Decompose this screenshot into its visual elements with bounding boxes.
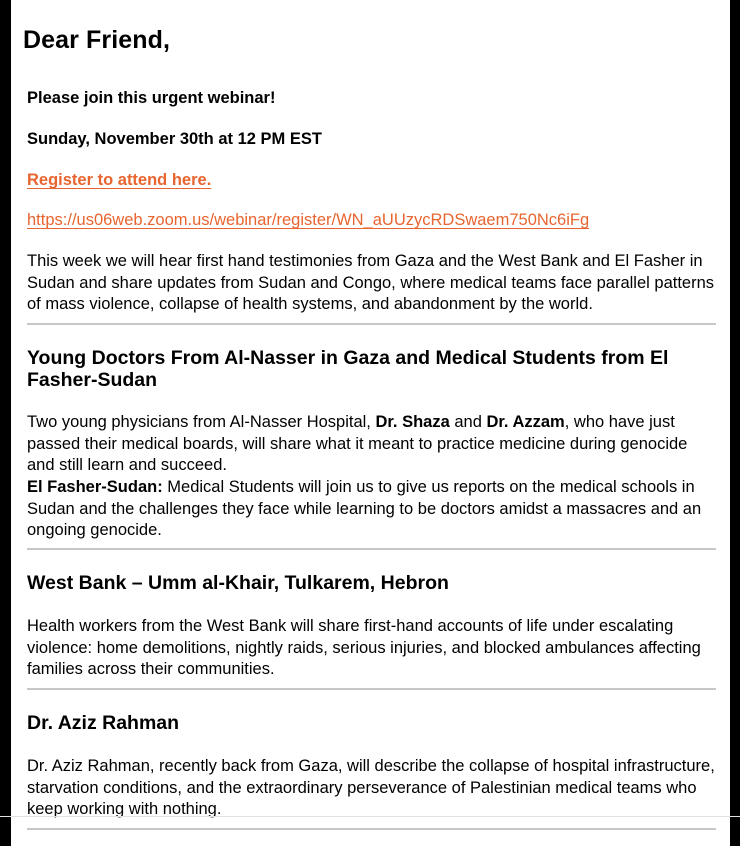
divider	[27, 323, 716, 325]
section-heading-west-bank: West Bank – Umm al-Khair, Tulkarem, Hebron	[27, 572, 449, 594]
el-fasher-label: El Fasher-Sudan:	[27, 478, 163, 496]
divider	[27, 548, 716, 550]
event-date: Sunday, November 30th at 12 PM EST	[27, 130, 322, 148]
section-heading-aziz-rahman: Dr. Aziz Rahman	[27, 712, 180, 734]
name-dr-azzam: Dr. Azzam	[486, 413, 565, 431]
invite-text: Please join this urgent webinar!	[27, 89, 276, 107]
greeting: Dear Friend,	[23, 26, 171, 54]
text-span: , who have just passed their medical boards, will share what it meant to practice medicine during genocide and still learn and succeed.	[27, 413, 688, 475]
section-paragraph-aziz-rahman: Dr. Aziz Rahman, recently back from Gaza, will describe the collapse of hospital infrastructure, starvation conditions, and the extraordinary perseverance of Palestinian medical teams who keep working with nothing.	[27, 757, 715, 819]
viewport-edge-line	[0, 816, 740, 817]
text-span: Medical Students will join us to give us reports on the medical schools in Sudan and the challenges they face while learning to be doctors amidst a massacres and an ongoing genocide.	[27, 478, 702, 540]
zoom-url-link[interactable]: https://us06web.zoom.us/webinar/register/WN_aUUzycRDSwaem750Nc6iFg	[27, 211, 590, 229]
section-paragraph-west-bank: Health workers from the West Bank will share first-hand accounts of life under escalating violence: home demolitions, nightly raids, serious injuries, and blocked ambulances affecting families across their communities.	[27, 617, 701, 679]
section-paragraph-el-fasher	[27, 477, 717, 542]
intro-paragraph: This week we will hear first hand testimonies from Gaza and the West Bank and El Fasher in Sudan and share updates from Sudan and Congo, where medical teams face parallel patterns of mass violence, collapse of health systems, and abandonment by the world.	[27, 252, 715, 314]
section-paragraph-physicians	[27, 412, 717, 477]
divider	[27, 828, 716, 830]
name-dr-shaza: Dr. Shaza	[375, 413, 450, 431]
text-span: Two young physicians from Al-Nasser Hospital,	[27, 413, 376, 431]
email-body	[11, 0, 730, 846]
register-link[interactable]: Register to attend here.	[27, 171, 212, 189]
text-span: and	[449, 413, 487, 431]
divider	[27, 688, 716, 690]
section-heading-gaza-sudan: Young Doctors From Al-Nasser in Gaza and Medical Students from El Fasher-Sudan	[27, 347, 669, 391]
